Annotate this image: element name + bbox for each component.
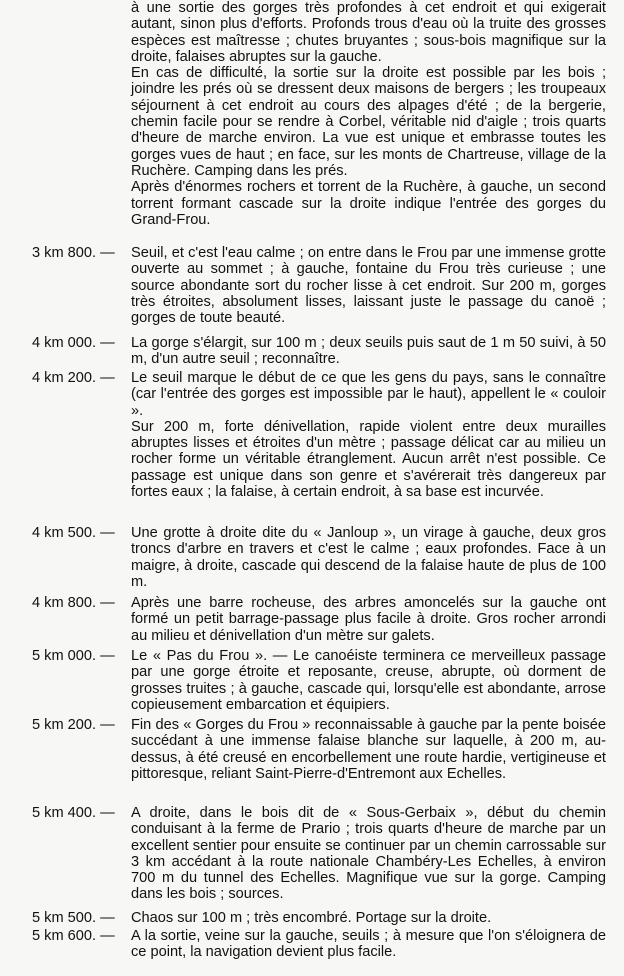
entry-text <box>131 648 606 713</box>
entry-paragraph: Le « Pas du Frou ». — Le canoéiste terminera ce merveilleux passage par une gorge étroite et reposante, creuse, abrupte, où dorment de grosses truites ; à gauche, cascade qui, lorsqu'elle est abondante, arrose copieusement embarcation et équipiers. <box>131 648 606 713</box>
intro-paragraph-2: En cas de difficulté, la sortie sur la droite est possible par les bois ; joindre les prés où se dressent deux maisons de bergers ; les troupeaux séjournent à cet endroit au cours des alpages d'été ; de la bergerie, chemin facile pour se rendre à Corbel, véritable nid d'aigle ; trois quarts d'heure de marche environ. La vue est unique et embrasse toutes les gorges vues de haut ; en face, sur les monts de Chartreuse, village de la Ruchère. Camping dans les prés. <box>131 65 606 179</box>
intro-paragraph-3: Après d'énormes rochers et torrent de la Ruchère, à gauche, un second torrent formant cascade sur la droite indique l'entrée des gorges du Grand-Frou. <box>131 179 606 228</box>
entry-text <box>131 717 606 782</box>
entry-text <box>131 910 606 926</box>
entry-distance: 5 km 200. — <box>32 717 115 733</box>
intro-block <box>0 0 624 240</box>
entry-distance: 4 km 500. — <box>32 525 115 541</box>
entry-text <box>131 370 606 500</box>
entry-paragraph: Le seuil marque le début de ce que les gens du pays, sans le connaître (car l'entrée des gorges est impossible par le haut), appellent le « couloir ». <box>131 370 606 419</box>
entry-distance: 5 km 500. — <box>32 910 115 926</box>
entry-distance: 5 km 600. — <box>32 928 115 944</box>
entry-distance: 3 km 800. — <box>32 245 115 261</box>
entry-paragraph: Après une barre rocheuse, des arbres amoncelés sur la gauche ont formé un petit barrage-passage plus facile à droite. Gros rocher arrondi au milieu et dénivellation d'un mètre sur galets. <box>131 595 606 644</box>
intro-paragraph-1: à une sortie des gorges très profondes à cet endroit et qui exigerait autant, sinon plus d'efforts. Profonds trous d'eau où la truite des grosses espèces est maîtresse ; chutes bruyantes ; sous-bois magnifique sur la droite, falaises abruptes sur la gauche. <box>131 0 606 65</box>
entry-text <box>131 245 606 326</box>
entry-distance: 5 km 400. — <box>32 805 115 821</box>
entry-paragraph: Seuil, et c'est l'eau calme ; on entre dans le Frou par une immense grotte ouverte au sommet ; à gauche, fontaine du Frou très curieuse ; une source abondante sort du rocher lisse à cet endroit. Sur 200 m, gorges très étroites, absolument lisses, laissant juste le passage du canoë ; gorges de toute beauté. <box>131 245 606 327</box>
entry-distance: 4 km 000. — <box>32 335 115 351</box>
entry-paragraph: Sur 200 m, forte dénivellation, rapide violent entre deux murailles abruptes lisses et étroites d'un mètre ; passage délicat car au milieu un rocher forme un véritable étranglement. Aucun arrêt n'est possible. Ce passage est unique dans son genre et s'avérerait très dangereux par fortes eaux ; la falaise, à certain endroit, à sa base est incurvée. <box>131 418 606 501</box>
entry-distance: 4 km 200. — <box>32 370 115 386</box>
entry-text <box>131 595 606 644</box>
entry-text <box>131 928 606 961</box>
entry-text <box>131 805 606 903</box>
entry-distance: 4 km 800. — <box>32 595 115 611</box>
entry-text <box>131 525 606 590</box>
entry-paragraph: La gorge s'élargit, sur 100 m ; deux seuils puis saut de 1 m 50 suivi, à 50 m, d'un autre seuil ; reconnaître. <box>131 335 606 368</box>
entry-paragraph: Chaos sur 100 m ; très encombré. Portage sur la droite. <box>131 910 492 926</box>
intro-text <box>131 0 606 228</box>
entry-text <box>131 335 606 368</box>
entry-distance: 5 km 000. — <box>32 648 115 664</box>
entry-paragraph: Fin des « Gorges du Frou » reconnaissable à gauche par la pente boisée succédant à une immense falaise blanche sur laquelle, à 200 m, au-dessus, à été creusé en encorbellement une route hardie, vertigineuse et pittoresque, reliant Saint-Pierre-d'Entremont aux Echelles. <box>131 717 606 782</box>
entry-paragraph: A droite, dans le bois dit de « Sous-Gerbaix », début du chemin conduisant à la ferme de Prario ; trois quarts d'heure de marche par un excellent sentier pour ensuite se continuer par un chemin carrossable sur 3 km accédant à la route nationale Chambéry-Les Echelles, à environ 700 m du tunnel des Echelles. Magnifique vue sur la gorge. Camping dans les bois ; sources. <box>131 805 606 903</box>
entry-paragraph: Une grotte à droite dite du « Janloup », un virage à gauche, deux gros troncs d'arbre en travers et c'est le calme ; eaux profondes. Face à un maigre, à droite, cascade qui descend de la falaise haute de plus de 100 m. <box>131 525 606 590</box>
entry-paragraph: A la sortie, veine sur la gauche, seuils ; à mesure que l'on s'éloignera de ce point, la navigation devient plus facile. <box>131 928 606 961</box>
